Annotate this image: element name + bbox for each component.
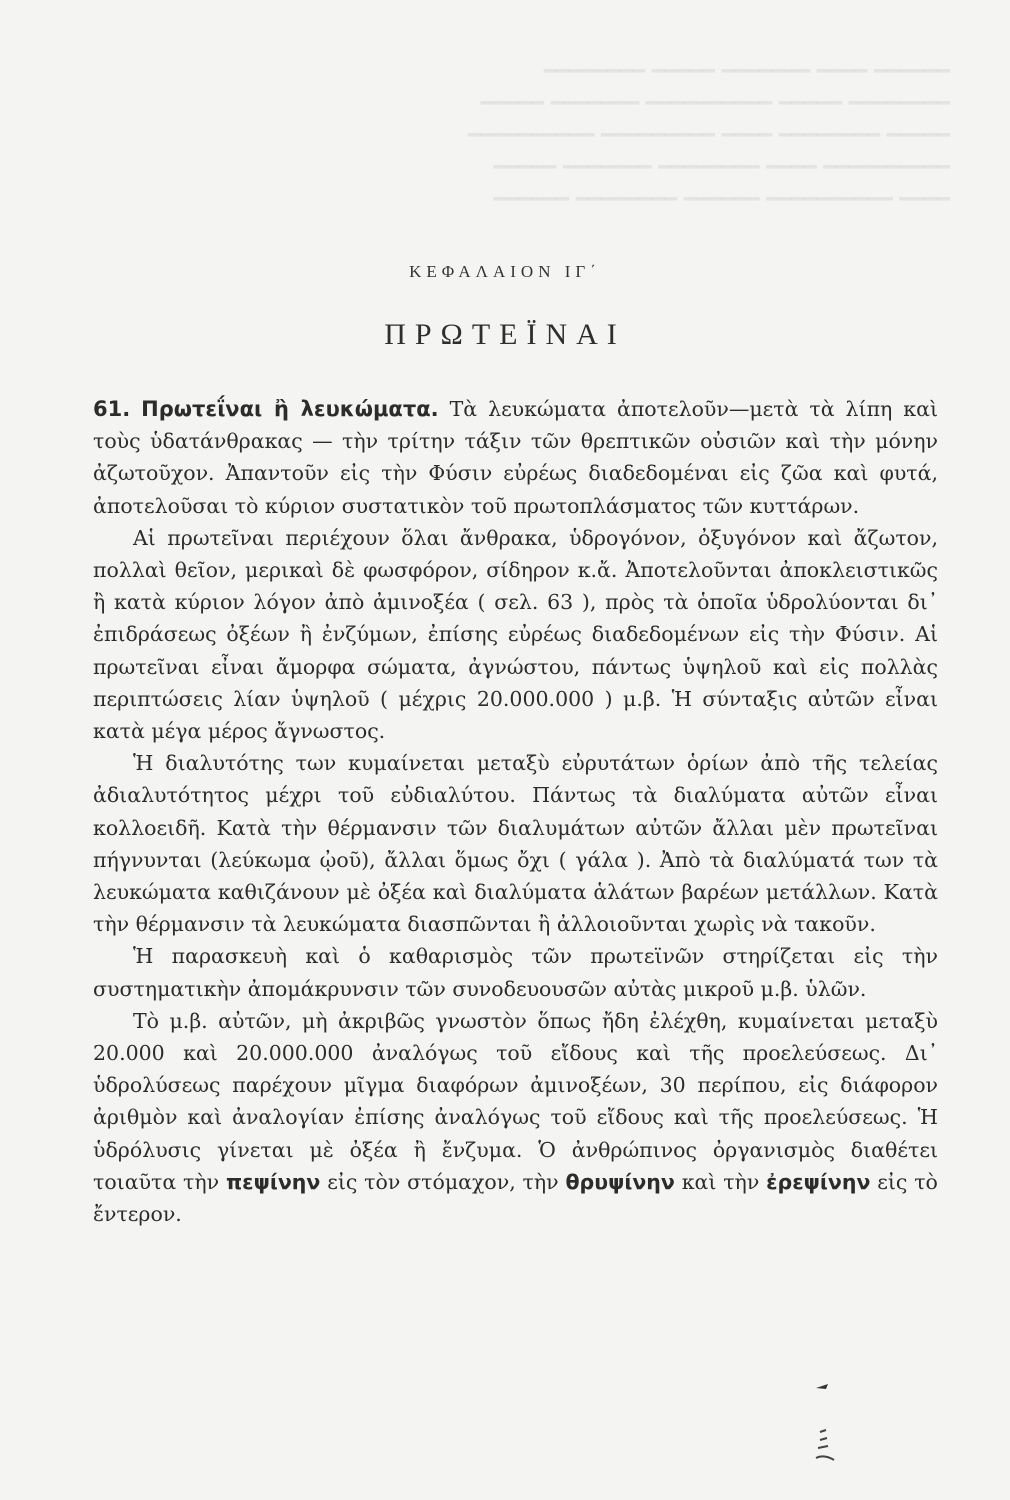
enzyme-trypsin: θρυψίνην (565, 1169, 675, 1194)
body-text (93, 393, 938, 1230)
paragraph-5-text-b: εἰς τὸν στόμαχον, τὴν (327, 1169, 559, 1194)
paragraph-5-text-a: Τὸ μ.β. αὐτῶν, μὴ ἀκριβῶς γνωστὸν ὅπως ἤδη ἐλέχθη, κυμαίνεται μεταξὺ 20.000 καὶ 20.000.000 ἀναλόγως τοῦ εἴδους καὶ τῆς προελεύσεως. Δι᾽ ὑδρολύσεως παρέχουν μῖγμα διαφόρων ἀμινοξέων, 30 περίπου, εἰς διάφορον ἀριθμὸν καὶ ἀναλογίαν ἐπίσης ἀναλόγως τοῦ εἴδους καὶ τῆς προελεύσεως. Ἡ ὑδρόλυσις γίνεται μὲ ὀξέα ἢ ἔνζυμα. Ὁ ἀνθρώπινος ὀργανισμὸς διαθέτει τοιαῦτα τὴν (93, 1008, 938, 1194)
enzyme-pepsin: πεψίνην (225, 1169, 321, 1194)
bleed-through-texture: ━━━━━━ ━━━━ ━━━━━━━ ━━━━━ ━━━━━━━━ ━━━━━━━━ ━━━━━ ━━━━━━━━━━ ━━━━━━━ ━━━━━ ━━━━━ ━━━━━━━━ ━━━━ ━━━━━━━━━ ━━━━━━━━━━ ━━━━━━━━━━ ━━━━ ━━━━━━━━ ━━━━━━━ ━━━━━ ━━━━ ━━━━━━━━━━ ━━━━━━ ━━━━━━━━ ━━━━━━ (468, 59, 950, 211)
paragraph-5 (93, 1005, 938, 1230)
paragraph-1-text: Τὰ λευκώματα ἀποτελοῦν—μετὰ τὰ λίπη καὶ τοὺς ὑδατάνθρακας — τὴν τρίτην τάξιν τῶν θρεπτικῶν οὐσιῶν καὶ τὴν μόνην ἀζωτοῦχον. Ἀπαντοῦν εἰς τὴν Φύσιν εὐρέως διαδεδομέναι εἰς ζῶα καὶ φυτά, ἀποτελοῦσαι τὸ κύριον συστατικὸν τοῦ πρωτοπλάσματος τῶν κυττάρων. (93, 397, 938, 518)
paragraph-1 (93, 393, 938, 522)
paragraph-2: Αἱ πρωτεῖναι περιέχουν ὅλαι ἄνθρακα, ὑδρογόνον, ὀξυγόνον καὶ ἄζωτον, πολλαὶ θεῖον, μερικαὶ δὲ φωσφόρον, σίδηρον κ.ἄ. Ἀποτελοῦνται ἀποκλειστικῶς ἢ κατὰ κύριον λόγον ἀπὸ ἀμινοξέα ( σελ. 63 ), πρὸς τὰ ὁποῖα ὑδρολύονται δι᾽ ἐπιδράσεως ὀξέων ἢ ἐνζύμων, ἐπίσης εὐρέως διαδεδομένων εἰς τὴν Φύσιν. Αἱ πρωτεῖναι εἶναι ἄμορφα σώματα, ἀγνώστου, πάντως ὑψηλοῦ καὶ εἰς πολλὰς περιπτώσεις λίαν ὑψηλοῦ ( μέχρις 20.000.000 ) μ.β. Ἡ σύνταξις αὐτῶν εἶναι κατὰ μέγα μέρος ἄγνωστος. (93, 525, 938, 744)
section-number: 61. (93, 397, 131, 421)
chapter-label: ΚΕΦΑΛΑΙΟΝ ΙΓ΄ (409, 262, 601, 281)
paragraph-5-text-d: εἰς τὸ ἔντερον. (93, 1169, 938, 1227)
section-heading: Πρωτεΐναι ἢ λευκώματα. (141, 397, 439, 421)
paragraph-5-text-c: καὶ τὴν (681, 1169, 760, 1194)
stray-ink-marks (812, 1380, 842, 1470)
paragraph-4: Ἡ παρασκευὴ καὶ ὁ καθαρισμὸς τῶν πρωτεϊνῶν στηρίζεται εἰς τὴν συστηματικὴν ἀπομάκρυνσιν τῶν συνοδευουσῶν αὐτὰς μικροῦ μ.β. ὑλῶν. (93, 944, 938, 1001)
chapter-title: ΠΡΩΤΕΪΝΑΙ (384, 318, 626, 351)
enzyme-erepsin: ἐρεψίνην (766, 1169, 871, 1194)
paragraph-3: Ἡ διαλυτότης των κυμαίνεται μεταξὺ εὐρυτάτων ὁρίων ἀπὸ τῆς τελείας ἀδιαλυτότητος μέχρι τοῦ εὐδιαλύτου. Πάντως τὰ διαλύματα αὐτῶν εἶναι κολλοειδῆ. Κατὰ τὴν θέρμανσιν τῶν διαλυμάτων αὐτῶν ἄλλαι μὲν πρωτεῖναι πήγνυνται (λεύκωμα ᾠοῦ), ἄλλαι ὅμως ὄχι ( γάλα ). Ἀπὸ τὰ διαλύματά των τὰ λευκώματα καθιζάνουν μὲ ὀξέα καὶ διαλύματα ἁλάτων βαρέων μετάλλων. Κατὰ τὴν θέρμανσιν τὰ λευκώματα διασπῶνται ἢ ἀλλοιοῦνται χωρὶς νὰ τακοῦν. (93, 751, 938, 937)
